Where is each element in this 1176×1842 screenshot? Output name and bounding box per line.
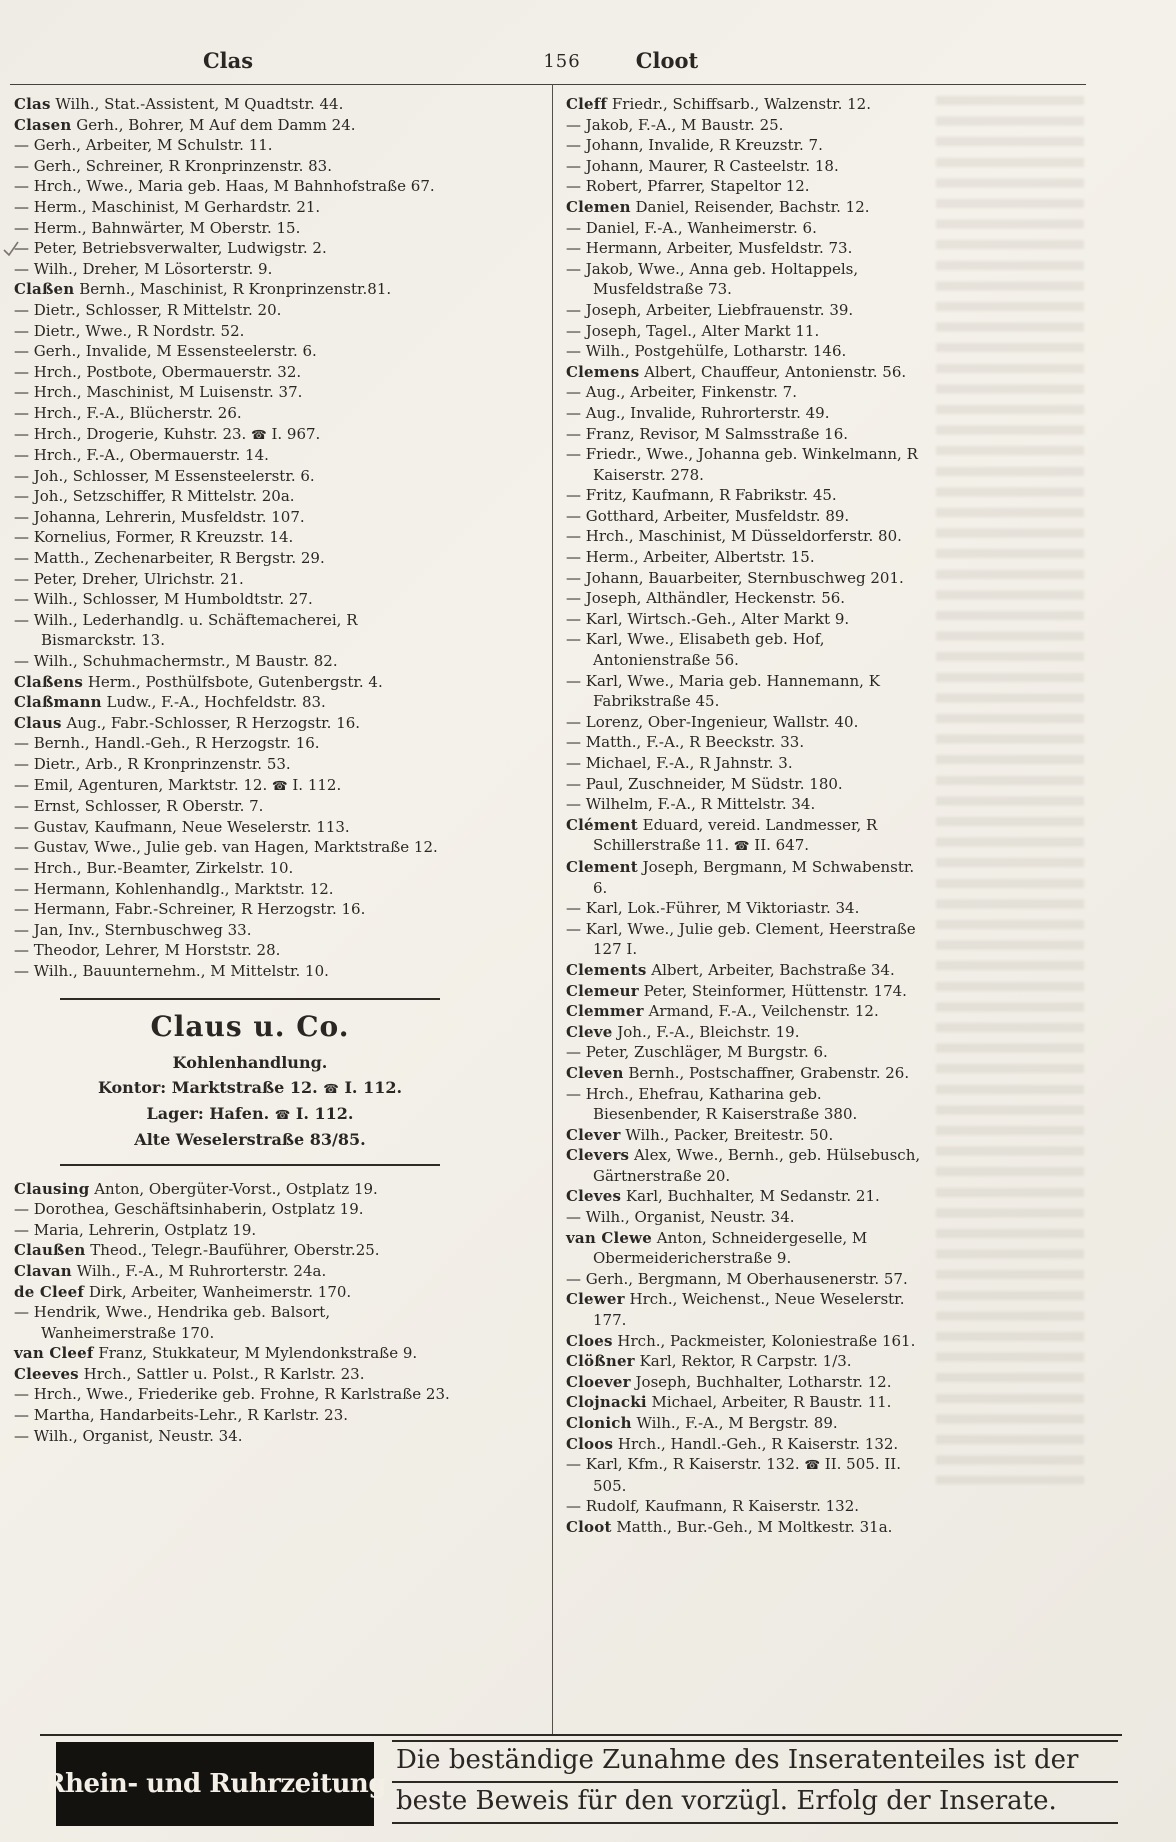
directory-entry bbox=[14, 1282, 456, 1303]
ad-address-line: Alte Weselerstraße 83/85. bbox=[134, 1129, 366, 1149]
entry-text: — Jan, Inv., Sternbuschweg 33. bbox=[14, 920, 252, 939]
directory-entry bbox=[14, 879, 456, 900]
entry-surname: Claßens bbox=[14, 672, 84, 691]
entry-text: Joseph, Bergmann, M Schwabenstr. 6. bbox=[593, 857, 915, 897]
entry-phone-number: I. 967. bbox=[271, 424, 321, 443]
entry-surname: Clemeur bbox=[566, 981, 639, 1000]
entry-text: — Jakob, Wwe., Anna geb. Holtappels, Musfeldstraße 73. bbox=[566, 259, 859, 299]
entry-surname: Clojnacki bbox=[566, 1393, 647, 1412]
directory-entry bbox=[14, 961, 456, 982]
directory-entry bbox=[14, 569, 456, 590]
directory-entry bbox=[566, 588, 928, 609]
directory-entry bbox=[566, 1125, 928, 1146]
directory-entry bbox=[566, 1372, 928, 1393]
directory-entry bbox=[14, 1302, 456, 1343]
entry-text: — Bernh., Handl.-Geh., R Herzogstr. 16. bbox=[14, 734, 320, 753]
entry-surname: Clewer bbox=[566, 1290, 625, 1309]
directory-entry bbox=[566, 1496, 928, 1517]
entry-text: — Hrch., F.-A., Obermauerstr. 14. bbox=[14, 446, 269, 465]
entry-text: — Hrch., Maschinist, M Düsseldorferstr. 80. bbox=[566, 527, 902, 546]
entry-text: — Hrch., Bur.-Beamter, Zirkelstr. 10. bbox=[14, 858, 294, 877]
entry-surname: Clas bbox=[14, 95, 51, 113]
entry-text: — Gerh., Arbeiter, M Schulstr. 11. bbox=[14, 136, 273, 155]
directory-entry bbox=[14, 424, 456, 446]
entry-text: — Wilh., Dreher, M Lösorterstr. 9. bbox=[14, 259, 273, 278]
directory-entry bbox=[14, 1240, 456, 1261]
entry-text: — Hrch., Maschinist, M Luisenstr. 37. bbox=[14, 383, 303, 402]
entry-text: — Hrch., Wwe., Maria geb. Haas, M Bahnhofstraße 67. bbox=[14, 177, 435, 196]
directory-entry bbox=[566, 94, 928, 115]
entry-text: — Gerh., Bergmann, M Oberhausenerstr. 57. bbox=[566, 1269, 908, 1288]
entry-text: — Joseph, Althändler, Heckenstr. 56. bbox=[566, 589, 846, 608]
entry-list-after-ad bbox=[14, 1179, 456, 1447]
directory-entry bbox=[14, 858, 456, 879]
entry-surname: Clößner bbox=[566, 1352, 635, 1371]
entry-text: — Robert, Pfarrer, Stapeltor 12. bbox=[566, 177, 810, 196]
entry-text: Armand, F.-A., Veilchenstr. 12. bbox=[648, 1002, 879, 1021]
directory-entry bbox=[566, 197, 928, 218]
directory-entry bbox=[566, 568, 928, 589]
entry-text: — Joh., Schlosser, M Essensteelerstr. 6. bbox=[14, 466, 315, 485]
entry-text: Wilh., Packer, Breitestr. 50. bbox=[625, 1125, 834, 1144]
entry-text: — Matth., Zechenarbeiter, R Bergstr. 29. bbox=[14, 549, 325, 568]
entry-text: Hrch., Handl.-Geh., R Kaiserstr. 132. bbox=[617, 1434, 899, 1453]
directory-entry bbox=[566, 1063, 928, 1084]
directory-entry bbox=[14, 1384, 456, 1405]
entry-text: Herm., Posthülfsbote, Gutenbergstr. 4. bbox=[87, 672, 383, 691]
directory-entry bbox=[566, 424, 928, 445]
entry-text: — Joseph, Arbeiter, Liebfrauenstr. 39. bbox=[566, 300, 854, 319]
directory-entry bbox=[566, 857, 928, 898]
footer-ad-slogan bbox=[392, 1740, 1118, 1824]
entry-surname: Cleve bbox=[566, 1022, 613, 1041]
entry-text: — Gerh., Invalide, M Essensteelerstr. 6. bbox=[14, 342, 317, 361]
entry-text: — Dietr., Schlosser, R Mittelstr. 20. bbox=[14, 300, 282, 319]
directory-entry bbox=[14, 321, 456, 342]
directory-entry bbox=[14, 341, 456, 362]
directory-entry bbox=[14, 115, 456, 136]
entry-surname: Clevers bbox=[566, 1146, 630, 1165]
newspaper-brand-banner: Rhein- und Ruhrzeitung bbox=[56, 1742, 374, 1826]
entry-text: — Gustav, Wwe., Julie geb. van Hagen, Marktstraße 12. bbox=[14, 838, 438, 857]
entry-text: Karl, Buchhalter, M Sedanstr. 21. bbox=[625, 1187, 880, 1206]
entry-surname: Clonich bbox=[566, 1414, 632, 1432]
directory-entry bbox=[14, 382, 456, 403]
entry-text: Franz, Stukkateur, M Mylendonkstraße 9. bbox=[98, 1344, 418, 1363]
directory-entry bbox=[14, 713, 456, 734]
directory-entry bbox=[14, 1364, 456, 1385]
entry-text: — Herm., Maschinist, M Gerhardstr. 21. bbox=[14, 197, 321, 216]
entry-text: — Hermann, Arbeiter, Musfeldstr. 73. bbox=[566, 239, 853, 258]
entry-surname: Cleff bbox=[566, 95, 608, 113]
entry-text: Wilh., F.-A., M Bergstr. 89. bbox=[636, 1414, 838, 1432]
directory-entry bbox=[566, 485, 928, 506]
entry-text: — Wilh., Bauunternehm., M Mittelstr. 10. bbox=[14, 961, 329, 980]
telephone-icon: ☎ bbox=[804, 1457, 821, 1473]
directory-entry bbox=[14, 527, 456, 548]
directory-entry bbox=[566, 1351, 928, 1372]
directory-entry bbox=[566, 300, 928, 321]
entry-text: Bernh., Maschinist, R Kronprinzenstr.81. bbox=[79, 280, 392, 299]
entry-phone-number: II. 647. bbox=[754, 836, 810, 855]
entry-text: Albert, Chauffeur, Antonienstr. 56. bbox=[644, 362, 907, 381]
directory-entry bbox=[14, 817, 456, 838]
entry-text: — Matth., F.-A., R Beeckstr. 33. bbox=[566, 733, 805, 752]
entry-text: — Ernst, Schlosser, R Oberstr. 7. bbox=[14, 797, 264, 816]
entry-text: Ludw., F.-A., Hochfeldstr. 83. bbox=[106, 693, 326, 712]
directory-entry bbox=[14, 940, 456, 961]
entry-text: Wilh., F.-A., M Ruhrorterstr. 24a. bbox=[76, 1261, 327, 1280]
entry-text: — Hrch., Wwe., Friederike geb. Frohne, R Karlstraße 23. bbox=[14, 1385, 450, 1404]
entry-surname: Claßmann bbox=[14, 693, 102, 712]
directory-entry bbox=[566, 444, 928, 485]
directory-entry bbox=[566, 115, 928, 136]
directory-entry bbox=[14, 486, 456, 507]
directory-entry bbox=[566, 1186, 928, 1207]
entry-text: Dirk, Arbeiter, Wanheimerstr. 170. bbox=[88, 1282, 352, 1301]
entry-text: — Emil, Agenturen, Marktstr. 12. bbox=[14, 775, 268, 794]
entry-text: — Wilh., Organist, Neustr. 34. bbox=[14, 1426, 243, 1445]
entry-text: — Rudolf, Kaufmann, R Kaiserstr. 132. bbox=[566, 1497, 860, 1516]
entry-text: — Hrch., Drogerie, Kuhstr. 23. bbox=[14, 424, 247, 443]
directory-entry bbox=[14, 403, 456, 424]
entry-surname: Clavan bbox=[14, 1261, 72, 1280]
entry-text: — Gustav, Kaufmann, Neue Weselerstr. 113. bbox=[14, 817, 350, 836]
entry-text: — Karl, Lok.-Führer, M Viktoriastr. 34. bbox=[566, 899, 860, 918]
entry-text: Gerh., Bohrer, M Auf dem Damm 24. bbox=[76, 115, 356, 134]
directory-entry bbox=[566, 671, 928, 712]
directory-entry bbox=[566, 1207, 928, 1228]
entry-text: — Karl, Wirtsch.-Geh., Alter Markt 9. bbox=[566, 609, 850, 628]
directory-entry bbox=[566, 1001, 928, 1022]
entry-text: Anton, Obergüter-Vorst., Ostplatz 19. bbox=[94, 1179, 378, 1198]
directory-entry bbox=[14, 156, 456, 177]
entry-text: — Dietr., Arb., R Kronprinzenstr. 53. bbox=[14, 755, 291, 773]
directory-entry bbox=[14, 775, 456, 797]
telephone-icon: ☎ bbox=[323, 1080, 339, 1096]
entry-text: Hrch., Packmeister, Koloniestraße 161. bbox=[617, 1331, 916, 1350]
directory-entry bbox=[566, 1331, 928, 1352]
ad-title: Claus u. Co. bbox=[150, 1009, 350, 1043]
entry-text: — Karl, Wwe., Julie geb. Clement, Heerstraße 127 I. bbox=[566, 919, 916, 959]
directory-entry bbox=[14, 651, 456, 672]
entry-phone-number: I. 112. bbox=[292, 775, 342, 794]
directory-entry bbox=[566, 382, 928, 403]
entry-text: Hrch., Weichenst., Neue Weselerstr. 177. bbox=[593, 1290, 905, 1330]
entry-list-before-ad bbox=[14, 94, 456, 982]
directory-entry bbox=[14, 899, 456, 920]
entry-text: Peter, Steinformer, Hüttenstr. 174. bbox=[643, 981, 907, 1000]
entry-text: — Aug., Arbeiter, Finkenstr. 7. bbox=[566, 383, 797, 402]
entry-text: — Johann, Invalide, R Kreuzstr. 7. bbox=[566, 136, 823, 155]
directory-entry bbox=[14, 1220, 456, 1241]
directory-entry bbox=[566, 609, 928, 630]
directory-entry bbox=[566, 919, 928, 960]
directory-entry bbox=[566, 321, 928, 342]
entry-text: Friedr., Schiffsarb., Walzenstr. 12. bbox=[611, 95, 871, 113]
entry-text: — Aug., Invalide, Ruhrorterstr. 49. bbox=[566, 403, 830, 422]
directory-entry bbox=[566, 1517, 928, 1538]
entry-text: Michael, Arbeiter, R Baustr. 11. bbox=[651, 1393, 892, 1412]
entry-text: — Gerh., Schreiner, R Kronprinzenstr. 83. bbox=[14, 156, 332, 175]
directory-entry bbox=[14, 238, 456, 259]
directory-entry bbox=[566, 341, 928, 362]
entry-surname: Clément bbox=[566, 815, 638, 834]
header-rule bbox=[10, 84, 1086, 85]
directory-entry bbox=[14, 754, 456, 775]
entry-text: — Karl, Wwe., Maria geb. Hannemann, K Fabrikstraße 45. bbox=[566, 671, 880, 711]
entry-surname: Claus bbox=[14, 713, 62, 732]
entry-text: — Johann, Maurer, R Casteelstr. 18. bbox=[566, 156, 839, 175]
entry-text: — Martha, Handarbeits-Lehr., R Karlstr. 23. bbox=[14, 1406, 349, 1425]
directory-entry bbox=[566, 259, 928, 300]
directory-entry bbox=[14, 94, 456, 115]
entry-text: — Wilh., Lederhandlg. u. Schäftemacherei, R Bismarckstr. 13. bbox=[14, 610, 358, 650]
entry-surname: Cleves bbox=[566, 1187, 622, 1206]
page-number: 156 bbox=[543, 51, 581, 72]
directory-entry bbox=[14, 197, 456, 218]
entry-surname: Cloos bbox=[566, 1434, 614, 1453]
entry-text: — Michael, F.-A., R Jahnstr. 3. bbox=[566, 754, 793, 772]
entry-surname: Cleven bbox=[566, 1063, 624, 1082]
directory-entry bbox=[14, 135, 456, 156]
entry-surname: Clemens bbox=[566, 362, 640, 381]
entry-text: — Daniel, F.-A., Wanheimerstr. 6. bbox=[566, 218, 817, 237]
directory-entry bbox=[566, 1392, 928, 1413]
directory-entry bbox=[14, 1261, 456, 1282]
directory-entry bbox=[14, 796, 456, 817]
entry-text: — Dietr., Wwe., R Nordstr. 52. bbox=[14, 321, 245, 340]
entry-text: Daniel, Reisender, Bachstr. 12. bbox=[635, 197, 870, 216]
entry-text: — Maria, Lehrerin, Ostplatz 19. bbox=[14, 1220, 257, 1239]
entry-text: — Franz, Revisor, M Salmsstraße 16. bbox=[566, 424, 849, 443]
entry-text: — Wilh., Schlosser, M Humboldtstr. 27. bbox=[14, 590, 313, 609]
ad-lager-line bbox=[64, 1101, 436, 1127]
entry-text: — Paul, Zuschneider, M Südstr. 180. bbox=[566, 774, 843, 793]
directory-entry bbox=[14, 445, 456, 466]
entry-text: — Hrch., F.-A., Blücherstr. 26. bbox=[14, 403, 242, 422]
directory-entry bbox=[566, 238, 928, 259]
directory-entry bbox=[566, 960, 928, 981]
entry-surname: van Clewe bbox=[566, 1228, 652, 1247]
directory-entry bbox=[566, 1289, 928, 1330]
directory-entry bbox=[566, 1084, 928, 1125]
directory-entry bbox=[14, 507, 456, 528]
directory-entry bbox=[566, 135, 928, 156]
entry-surname: Cloever bbox=[566, 1372, 631, 1391]
ad-kontor-text: Kontor: Marktstraße 12. bbox=[97, 1077, 318, 1097]
entry-text: — Wilh., Schuhmachermstr., M Baustr. 82. bbox=[14, 652, 338, 671]
entry-surname: Clasen bbox=[14, 115, 72, 134]
directory-entry bbox=[14, 672, 456, 693]
directory-entry bbox=[566, 1042, 928, 1063]
entry-text: — Karl, Wwe., Elisabeth geb. Hof, Antonienstraße 56. bbox=[566, 630, 825, 670]
directory-entry bbox=[14, 259, 456, 280]
entry-surname: Claßen bbox=[14, 280, 75, 299]
directory-entry bbox=[14, 548, 456, 569]
entry-text: Albert, Arbeiter, Bachstraße 34. bbox=[651, 960, 895, 979]
directory-entry bbox=[14, 837, 456, 858]
entry-text: Alex, Wwe., Bernh., geb. Hülsebusch, Gärtnerstraße 20. bbox=[593, 1146, 921, 1185]
entry-text: — Jakob, F.-A., M Baustr. 25. bbox=[566, 115, 784, 134]
entry-text: — Hendrik, Wwe., Hendrika geb. Balsort, Wanheimerstraße 170. bbox=[14, 1303, 331, 1342]
entry-text: — Hrch., Postbote, Obermauerstr. 32. bbox=[14, 362, 302, 381]
ad-subtitle: Kohlenhandlung. bbox=[172, 1052, 328, 1072]
entry-text: — Kornelius, Former, R Kreuzstr. 14. bbox=[14, 528, 294, 547]
directory-entry bbox=[566, 732, 928, 753]
directory-entry bbox=[14, 692, 456, 713]
entry-text: — Peter, Betriebsverwalter, Ludwigstr. 2. bbox=[14, 239, 327, 258]
directory-entry bbox=[14, 1426, 456, 1447]
entry-text: — Theodor, Lehrer, M Horststr. 28. bbox=[14, 941, 281, 960]
directory-entry bbox=[566, 629, 928, 670]
directory-entry bbox=[14, 300, 456, 321]
directory-entry bbox=[14, 466, 456, 487]
directory-entry bbox=[14, 920, 456, 941]
directory-entry bbox=[14, 218, 456, 239]
entry-surname: Clement bbox=[566, 857, 638, 876]
claus-co-advertisement bbox=[60, 998, 440, 1166]
directory-entry bbox=[566, 815, 928, 857]
entry-text: Bernh., Postschaffner, Grabenstr. 26. bbox=[628, 1063, 910, 1082]
directory-entry bbox=[14, 610, 456, 651]
footer-ad-line-1: Die beständige Zunahme des Inseratenteiles ist der bbox=[392, 1742, 1118, 1783]
entry-surname: de Cleef bbox=[14, 1282, 85, 1301]
entry-text: Joh., F.-A., Bleichstr. 19. bbox=[617, 1022, 800, 1041]
entry-text: — Peter, Zuschläger, M Burgstr. 6. bbox=[566, 1043, 828, 1062]
entry-text: — Lorenz, Ober-Ingenieur, Wallstr. 40. bbox=[566, 712, 859, 731]
entry-text: — Hrch., Ehefrau, Katharina geb. Biesenbender, R Kaiserstraße 380. bbox=[566, 1084, 858, 1124]
directory-entry bbox=[566, 156, 928, 177]
directory-entry bbox=[566, 753, 928, 774]
entry-list-right bbox=[566, 94, 928, 1538]
directory-entry bbox=[14, 1405, 456, 1426]
entry-text: Eduard, vereid. Landmesser, R Schillerstraße 11. bbox=[593, 815, 878, 855]
entry-text: — Wilh., Postgehülfe, Lotharstr. 146. bbox=[566, 342, 847, 361]
entry-text: — Wilh., Organist, Neustr. 34. bbox=[566, 1208, 795, 1227]
header-keyword-left: Clas bbox=[202, 48, 254, 73]
entry-phone-number: II. 505. bbox=[824, 1455, 880, 1474]
directory-entry bbox=[566, 1228, 928, 1269]
entry-text: — Karl, Kfm., R Kaiserstr. 132. bbox=[566, 1455, 800, 1474]
directory-entry bbox=[14, 733, 456, 754]
footer-rule bbox=[40, 1734, 1122, 1736]
directory-entry bbox=[566, 1022, 928, 1043]
entry-text: — Johanna, Lehrerin, Musfeldstr. 107. bbox=[14, 507, 305, 526]
directory-entry bbox=[566, 794, 928, 815]
directory-entry bbox=[566, 1413, 928, 1434]
directory-entry bbox=[566, 1434, 928, 1455]
entry-surname: Clever bbox=[566, 1125, 621, 1144]
entry-text: — Joseph, Tagel., Alter Markt 11. bbox=[566, 321, 820, 340]
directory-entry bbox=[14, 1179, 456, 1200]
entry-text: — Wilhelm, F.-A., R Mittelstr. 34. bbox=[566, 795, 816, 814]
entry-text: — Fritz, Kaufmann, R Fabrikstr. 45. bbox=[566, 486, 837, 505]
entry-text: — Herm., Arbeiter, Albertstr. 15. bbox=[566, 548, 815, 567]
ad-kontor-line bbox=[64, 1075, 436, 1101]
entry-text: Joseph, Buchhalter, Lotharstr. 12. bbox=[635, 1372, 892, 1391]
directory-entry bbox=[14, 589, 456, 610]
telephone-icon: ☎ bbox=[733, 838, 750, 854]
entry-text: — Peter, Dreher, Ulrichstr. 21. bbox=[14, 569, 244, 588]
directory-entry bbox=[14, 176, 456, 197]
entry-text: — Friedr., Wwe., Johanna geb. Winkelmann, R Kaiserstr. 278. bbox=[566, 445, 918, 484]
directory-entry bbox=[566, 526, 928, 547]
directory-entry bbox=[14, 362, 456, 383]
entry-text: Aug., Fabr.-Schlosser, R Herzogstr. 16. bbox=[66, 713, 361, 732]
directory-entry bbox=[14, 279, 456, 300]
directory-entry bbox=[566, 774, 928, 795]
directory-entry bbox=[566, 218, 928, 239]
entry-text: — Hermann, Kohlenhandlg., Marktstr. 12. bbox=[14, 879, 334, 898]
entry-text: — Joh., Setzschiffer, R Mittelstr. 20a. bbox=[14, 487, 295, 506]
directory-entry bbox=[566, 1454, 928, 1496]
directory-entry bbox=[566, 712, 928, 733]
directory-entry bbox=[566, 506, 928, 527]
telephone-icon: ☎ bbox=[274, 1106, 291, 1122]
entry-surname: Cleeves bbox=[14, 1364, 79, 1383]
directory-entry bbox=[566, 981, 928, 1002]
telephone-icon: ☎ bbox=[272, 777, 288, 793]
ad-lager-phone: I. 112. bbox=[295, 1103, 354, 1123]
entry-text: Hrch., Sattler u. Polst., R Karlstr. 23. bbox=[83, 1364, 365, 1383]
column-divider-rule bbox=[552, 84, 553, 1736]
entry-surname: Clemen bbox=[566, 197, 631, 216]
entry-phone-number-2: II. 505. bbox=[593, 1455, 901, 1495]
page-bleedthrough-ghost bbox=[936, 96, 1084, 1484]
entry-text: — Dorothea, Geschäftsinhaberin, Ostplatz 19. bbox=[14, 1200, 364, 1219]
entry-surname: Clemmer bbox=[566, 1002, 644, 1021]
directory-entry bbox=[14, 1343, 456, 1364]
directory-entry bbox=[566, 1269, 928, 1290]
directory-entry bbox=[566, 362, 928, 383]
right-column bbox=[566, 94, 928, 1538]
entry-surname: Cloot bbox=[566, 1517, 612, 1536]
entry-surname: Claußen bbox=[14, 1241, 86, 1260]
directory-entry bbox=[566, 547, 928, 568]
directory-entry bbox=[566, 1145, 928, 1186]
entry-surname: van Cleef bbox=[14, 1344, 94, 1363]
entry-text: Wilh., Stat.-Assistent, M Quadtstr. 44. bbox=[55, 95, 344, 113]
directory-entry bbox=[14, 1199, 456, 1220]
telephone-icon: ☎ bbox=[251, 426, 267, 442]
header-keyword-right: Cloot bbox=[635, 48, 699, 73]
entry-surname: Clements bbox=[566, 960, 647, 979]
entry-text: Anton, Schneidergeselle, M Obermeidericherstraße 9. bbox=[593, 1228, 868, 1268]
directory-entry bbox=[566, 403, 928, 424]
footer-ad-line-2: beste Beweis für den vorzügl. Erfolg der Inserate. bbox=[392, 1783, 1118, 1824]
entry-text: — Gotthard, Arbeiter, Musfeldstr. 89. bbox=[566, 506, 850, 525]
entry-text: — Johann, Bauarbeiter, Sternbuschweg 201. bbox=[566, 568, 904, 587]
left-column bbox=[14, 94, 456, 1446]
ad-kontor-phone: I. 112. bbox=[344, 1077, 403, 1097]
entry-surname: Cloes bbox=[566, 1331, 613, 1350]
directory-entry bbox=[566, 176, 928, 197]
entry-text: Theod., Telegr.-Bauführer, Oberstr.25. bbox=[90, 1241, 380, 1260]
entry-text: — Herm., Bahnwärter, M Oberstr. 15. bbox=[14, 218, 301, 237]
directory-entry bbox=[566, 898, 928, 919]
entry-surname: Clausing bbox=[14, 1179, 90, 1198]
ad-lager-text: Lager: Hafen. bbox=[146, 1103, 270, 1123]
entry-text: — Hermann, Fabr.-Schreiner, R Herzogstr. 16. bbox=[14, 900, 366, 919]
entry-text: Karl, Rektor, R Carpstr. 1/3. bbox=[639, 1352, 852, 1371]
entry-text: Matth., Bur.-Geh., M Moltkestr. 31a. bbox=[616, 1517, 893, 1536]
